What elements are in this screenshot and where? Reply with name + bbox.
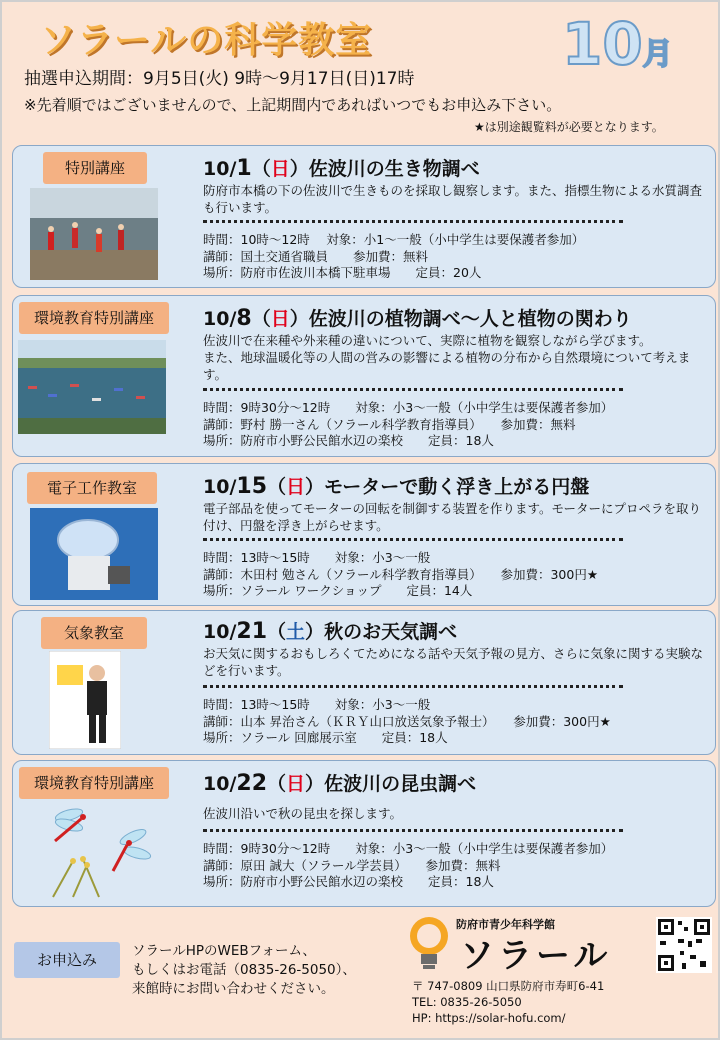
category-badge: 電子工作教室: [27, 472, 157, 504]
museum-logo-icon: [406, 914, 452, 970]
category-badge: 環境教育特別講座: [19, 302, 169, 334]
category-badge: 環境教育特別講座: [19, 767, 169, 799]
event-card-5: [12, 760, 716, 907]
event-description: 佐波川沿いで秋の昆虫を探します。: [203, 806, 403, 821]
weather-forecaster-photo: [49, 651, 121, 749]
application-period: 抽選申込期間：9月5日(火) 9時～9月17日(日)17時: [24, 69, 415, 89]
event-description: 防府市本橋の下の佐波川で生きものを採取し観察します。また、指標生物による水質調査も行います。: [203, 183, 703, 215]
extra-fee-note: ★は別途観覧料が必要となります。: [474, 120, 664, 134]
page-title: ソラールの科学教室: [40, 20, 373, 61]
event-details: 時間：10時～12時 対象：小1～一般（小中学生は要保護者参加） 講師：国土交通省職員 参加費：無料 場所：防府市佐波川本橋下駐車場 定員：20人: [203, 232, 585, 280]
apply-label: お申込み: [14, 942, 120, 978]
dotted-divider: [203, 538, 623, 541]
first-come-notice: ※先着順ではございませんので、上記期間内であればいつでもお申込み下さい。: [24, 96, 562, 114]
event-description: お天気に関するおもしろくてためになる話や天気予報の見方、さらに気象に関する実験などを行います。: [203, 646, 704, 678]
river-plants-photo: [18, 340, 166, 434]
dragonfly-illustration: [43, 801, 173, 899]
event-card-4: [12, 610, 716, 755]
month-label: 10月: [562, 10, 673, 78]
event-heading: 10/21（土）秋のお天気調べ: [203, 619, 458, 644]
category-badge: 特別講座: [43, 152, 147, 184]
event-details: 時間：13時～15時 対象：小3～一般 講師：山本 昇治さん（ＫＲＹ山口放送気象予報士） 参加費：300円★ 場所：ソラール 回廊展示室 定員：18人: [203, 697, 611, 745]
floating-disc-photo: [30, 508, 158, 600]
category-badge: 気象教室: [41, 617, 147, 649]
museum-name: ソラール: [460, 936, 612, 976]
address: 〒 747-0809 山口県防府市寿町6-41: [412, 979, 605, 993]
dotted-divider: [203, 685, 623, 688]
event-heading: 10/1（日）佐波川の生き物調べ: [203, 156, 480, 181]
dotted-divider: [203, 220, 623, 223]
apply-instructions: ソラールHPのWEBフォーム、 もしくはお電話（0835-26-5050）、 来館時にお問い合わせください。: [132, 943, 356, 997]
event-description: 佐波川で在来種や外来種の違いについて、実際に植物を観察しながら学びます。 また、地球温暖化等の人間の営みの影響による植物の分布から自然環境について考えます。: [203, 333, 691, 382]
phone: TEL: 0835-26-5050: [412, 995, 522, 1009]
dotted-divider: [203, 829, 623, 832]
contact-info: [412, 978, 604, 1026]
event-heading: 10/22（日）佐波川の昆虫調べ: [203, 771, 477, 796]
qr-code-icon[interactable]: [656, 917, 712, 973]
river-survey-photo: [30, 188, 158, 280]
event-description: 電子部品を使ってモーターの回転を制御する装置を作ります。モーターにプロペラを取り付け、円盤を浮き上がらせます。: [203, 501, 702, 533]
event-heading: 10/8（日）佐波川の植物調べ～人と植物の関わり: [203, 306, 632, 331]
event-details: 時間：9時30分～12時 対象：小3～一般（小中学生は要保護者参加） 講師：原田 誠大（ソラール学芸員） 参加費：無料 場所：防府市小野公民館水辺の楽校 定員：18人: [203, 841, 614, 889]
dotted-divider: [203, 388, 623, 391]
museum-subtitle: 防府市青少年科学館: [456, 918, 555, 931]
website-link[interactable]: HP: https://solar-hofu.com/: [412, 1011, 566, 1025]
event-card-3: [12, 463, 716, 606]
event-details: 時間：9時30分～12時 対象：小3～一般（小中学生は要保護者参加） 講師：野村 勝一さん（ソラール科学教育指導員） 参加費：無料 場所：防府市小野公民館水辺の楽校 定員：18人: [203, 400, 614, 448]
event-heading: 10/15（日）モーターで動く浮き上がる円盤: [203, 474, 590, 499]
event-details: 時間：13時～15時 対象：小3～一般 講師：木田村 勉さん（ソラール科学教育指導員） 参加費：300円★ 場所：ソラール ワークショップ 定員：14人: [203, 550, 599, 598]
event-card-1: [12, 145, 716, 288]
event-card-2: [12, 295, 716, 457]
